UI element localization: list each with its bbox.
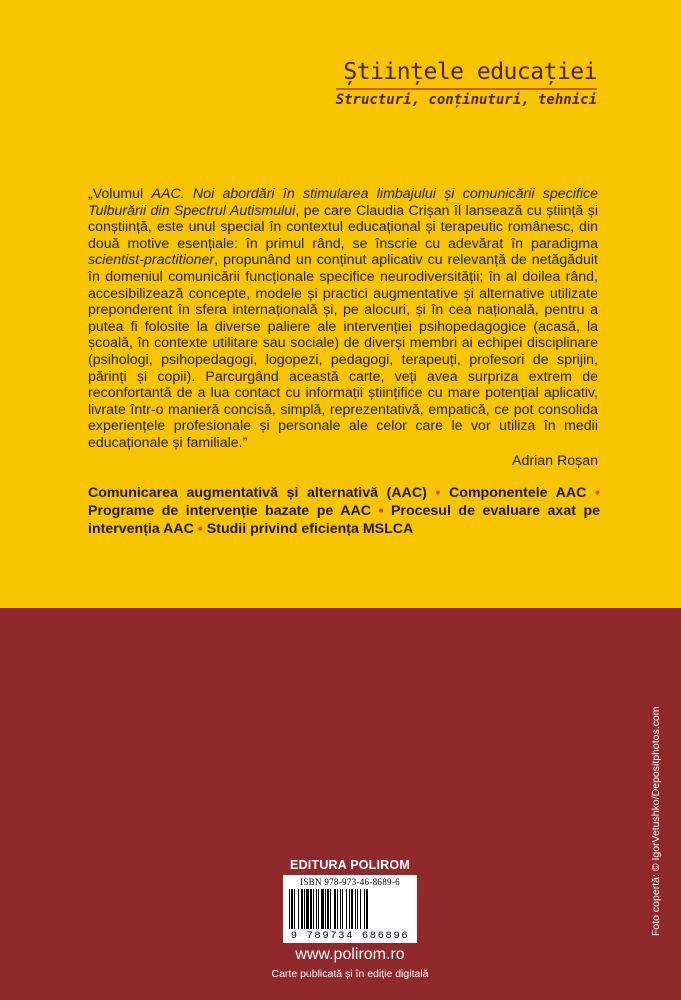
quote-text: , propunând un conținut aplicativ cu relevanță de netăgăduit în domeniul comunicării funcționale specifice neurodiversității; în al doilea rând, accesibilizează concepte, modele și practici augmentative și alternative utilizate preponderent în sfera internațională și, pe alocuri, și în cea națională, pentru a putea fi folosite la diverse paliere ale intervenției psihopedagogice (acasă, la școală, în contexte utilitare sau sociale) de diverși membri ai echipei disciplinare (psihologi, psihopedagogi, logopezi, pedagogi, terapeuți, profesori de sprijin, părinți și copii). Parcurgând această carte, veți avea surpriza extrem de reconfortantă de a lua contact cu informații științifice cu mare potențial aplicativ, livrate într-o manieră concisă, simplă, reprezentativă, empatică, ce pot consolida experiențele profesionale și personale ale celor care le vor utiliza în medii educaționale și familiale.”: [88, 252, 598, 451]
isbn-barcode: [283, 875, 417, 943]
series-header: [336, 58, 597, 110]
quote-text: , pe care Claudia Crișan îl lansează cu știință și conștiință, este unul special în contextul educațional și terapeutic românesc, din două motive esențiale: în primul rând, se înscrie cu adevărat în paradigma: [88, 202, 598, 252]
blurb-quote: [88, 186, 598, 469]
publisher-name: EDITURA POLIROM: [290, 858, 410, 872]
bullet-separator: •: [197, 521, 203, 537]
series-title: Științele educației: [336, 58, 597, 90]
keyword: Procesul de evaluare axat pe intervenția AAC: [88, 503, 600, 537]
keywords-list: [88, 484, 600, 538]
barcode-digits: 9 789734 686896: [290, 930, 410, 942]
barcode-bar: [368, 889, 369, 929]
bullet-separator: •: [435, 485, 441, 501]
keyword: Componentele AAC: [449, 485, 587, 501]
quoted-book-title: AAC. Noi abordări în stimularea limbajului și comunicării specifice Tulburării din Spectrul Autismului: [88, 186, 599, 219]
keyword: Studii privind eficiența MSLCA: [206, 521, 414, 537]
quote-term: scientist-practitioner: [88, 252, 215, 269]
bullet-separator: •: [595, 485, 600, 501]
quote-open: „Volumul: [88, 186, 152, 202]
keyword: Comunicarea augmentativă și alternativă (AAC): [88, 485, 427, 501]
bullet-separator: •: [378, 503, 384, 519]
publisher-website[interactable]: www.polirom.ro: [295, 946, 405, 963]
isbn-label: ISBN 978-973-46-8689-6: [300, 877, 400, 887]
digital-edition-note: Carte publicată și în ediție digitală: [271, 968, 429, 980]
series-subtitle: Structuri, conținuturi, tehnici: [335, 92, 597, 108]
photo-credit: Foto copertă: © IgorVetushko/Depositphotos.com: [650, 706, 662, 936]
barcode-bars: [289, 889, 411, 929]
keyword: Programe de intervenție bazate pe AAC: [88, 503, 371, 519]
publisher-block: [250, 858, 450, 980]
quote-author: Adrian Roșan: [512, 452, 598, 469]
